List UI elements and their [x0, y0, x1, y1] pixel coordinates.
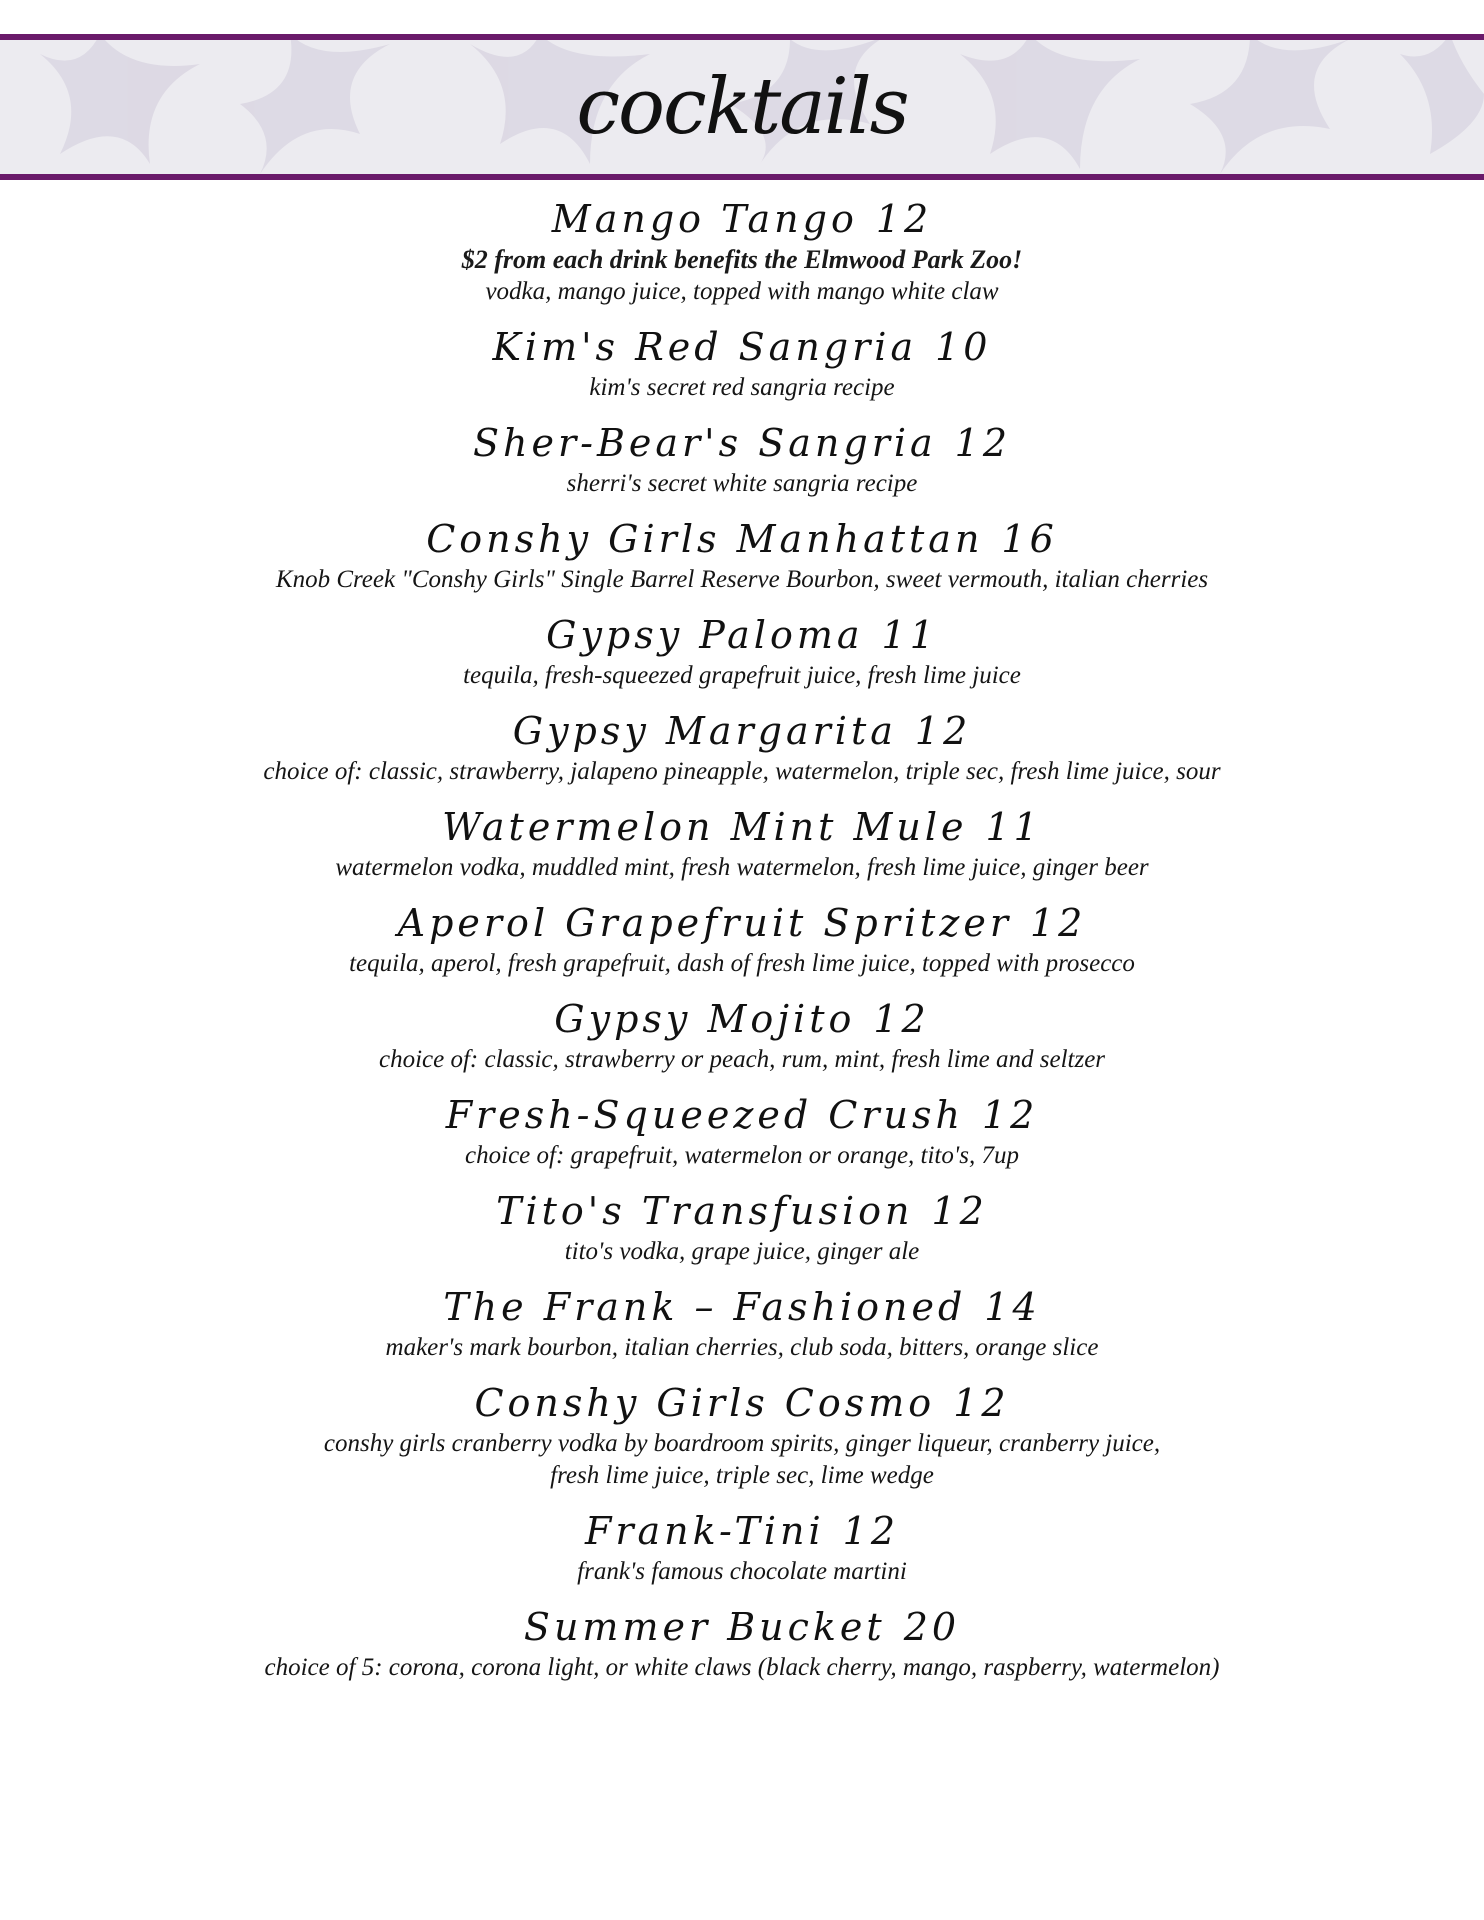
menu-item [0, 194, 1484, 308]
item-description: tequila, aperol, fresh grapefruit, dash of fresh lime juice, topped with prosecco [349, 950, 1135, 977]
item-name: Gypsy Paloma [546, 613, 864, 657]
item-price: 12 [873, 997, 930, 1041]
menu-item [0, 418, 1484, 500]
item-name: Tito's Transfusion [496, 1189, 914, 1233]
item-description: tito's vodka, grape juice, ginger ale [564, 1238, 920, 1265]
item-description: tequila, fresh-squeezed grapefruit juice, fresh lime juice [463, 662, 1021, 689]
item-name: Kim's Red Sangria [492, 325, 918, 369]
item-name: Watermelon Mint Mule [442, 805, 968, 849]
item-name: Conshy Girls Manhattan [426, 517, 984, 561]
item-price: 12 [842, 1509, 899, 1553]
item-description: choice of: grapefruit, watermelon or orange, tito's, 7up [465, 1142, 1019, 1169]
item-name: Conshy Girls Cosmo [474, 1381, 936, 1425]
item-title [0, 1282, 1484, 1332]
menu-item [0, 322, 1484, 404]
item-price: 12 [953, 1381, 1010, 1425]
menu-item [0, 1186, 1484, 1268]
item-price: 12 [875, 197, 933, 241]
item-price: 12 [981, 1093, 1039, 1137]
item-price: 11 [881, 613, 938, 657]
menu-item [0, 1090, 1484, 1172]
item-description: frank's famous chocolate martini [577, 1558, 907, 1585]
item-price: 12 [954, 421, 1012, 465]
item-title [0, 706, 1484, 756]
item-description-line-2: fresh lime juice, triple sec, lime wedge [550, 1462, 934, 1489]
item-price: 12 [914, 709, 972, 753]
item-description: choice of 5: corona, corona light, or white claws (black cherry, mango, raspberry, watermelon) [264, 1654, 1220, 1681]
item-name: The Frank – Fashioned [443, 1285, 967, 1329]
header-bottom-rule [0, 174, 1484, 180]
item-price: 12 [931, 1189, 988, 1233]
menu-item [0, 994, 1484, 1076]
header-top-rule [0, 34, 1484, 40]
item-title [0, 1506, 1484, 1556]
item-note: $2 from each drink benefits the Elmwood Park Zoo! [461, 245, 1023, 274]
item-title [0, 418, 1484, 468]
menu-item [0, 1378, 1484, 1492]
item-title [0, 898, 1484, 948]
item-title [0, 194, 1484, 244]
cocktail-menu [0, 194, 1484, 1698]
item-title [0, 1378, 1484, 1428]
item-title [0, 1602, 1484, 1652]
item-name: Fresh-Squeezed Crush [445, 1093, 964, 1137]
item-name: Mango Tango [551, 197, 858, 241]
item-title [0, 610, 1484, 660]
item-title [0, 1090, 1484, 1140]
item-title [0, 322, 1484, 372]
item-price: 11 [985, 805, 1042, 849]
item-description: maker's mark bourbon, italian cherries, club soda, bitters, orange slice [385, 1334, 1099, 1361]
item-name: Gypsy Margarita [512, 709, 897, 753]
item-name: Sher-Bear's Sangria [472, 421, 937, 465]
item-name: Gypsy Mojito [554, 997, 856, 1041]
item-price: 14 [984, 1285, 1041, 1329]
menu-item [0, 1506, 1484, 1588]
item-title [0, 802, 1484, 852]
item-description: choice of: classic, strawberry or peach, rum, mint, fresh lime and seltzer [378, 1046, 1106, 1073]
item-description: Knob Creek "Conshy Girls" Single Barrel Reserve Bourbon, sweet vermouth, italian cherries [275, 566, 1209, 593]
menu-item [0, 802, 1484, 884]
menu-item [0, 1602, 1484, 1684]
item-description: kim's secret red sangria recipe [589, 374, 895, 401]
item-name: Summer Bucket [523, 1605, 886, 1649]
item-price: 12 [1030, 901, 1087, 945]
item-price: 20 [903, 1605, 961, 1649]
menu-item [0, 610, 1484, 692]
item-description: sherri's secret white sangria recipe [566, 470, 918, 497]
item-description: watermelon vodka, muddled mint, fresh watermelon, fresh lime juice, ginger beer [335, 854, 1149, 881]
item-price: 10 [935, 325, 992, 369]
page-title: cocktails [576, 62, 908, 152]
item-price: 16 [1001, 517, 1058, 561]
menu-item [0, 514, 1484, 596]
item-name: Aperol Grapefruit Spritzer [397, 901, 1012, 945]
menu-item [0, 1282, 1484, 1364]
item-title [0, 1186, 1484, 1236]
item-description: choice of: classic, strawberry, jalapeno pineapple, watermelon, triple sec, fresh lime juice, sour [263, 758, 1221, 785]
item-description: conshy girls cranberry vodka by boardroom spirits, ginger liqueur, cranberry juice, [323, 1430, 1161, 1457]
menu-item [0, 706, 1484, 788]
menu-item [0, 898, 1484, 980]
item-description: vodka, mango juice, topped with mango white claw [485, 278, 999, 305]
item-name: Frank-Tini [585, 1509, 825, 1553]
item-title [0, 994, 1484, 1044]
item-title [0, 514, 1484, 564]
